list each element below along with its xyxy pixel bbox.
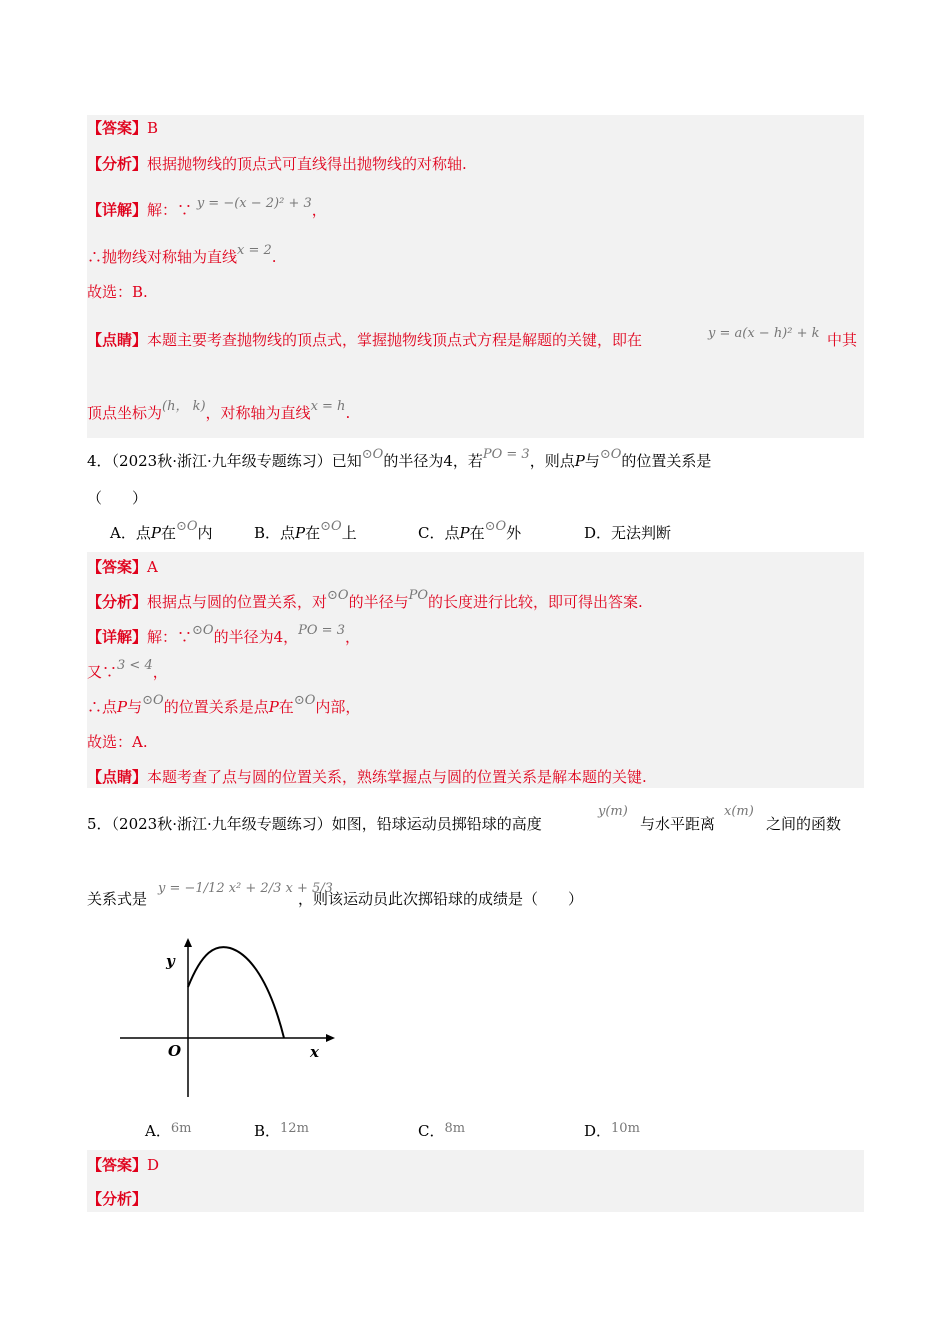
option-prefix: B．点 [254,524,296,542]
point-p: P [117,698,128,716]
x-unit: x(m) [724,804,754,819]
option-end: 内 [197,524,213,542]
q5-line2 [87,888,147,910]
circle-o: ⊙O [327,588,349,603]
option-value: 10m [611,1121,640,1136]
detail-formula: y = −(x − 2)² + 3 [196,196,312,211]
x-axis-arrow [326,1034,335,1042]
point-p: P [150,524,161,542]
q4-comment-line [87,766,647,788]
option-mid: 在 [305,524,321,542]
q5-analysis-line [87,1188,147,1210]
option-label: B． [254,1122,281,1140]
detail-suffix: ， [311,201,327,219]
y-label: y [166,952,175,970]
q4-paren [87,487,147,509]
detail-prefix: 解：∵ [147,201,193,219]
q3-analysis-line [87,153,467,175]
option-label: A． [145,1122,171,1140]
circle-o: ⊙O [361,447,384,462]
also-a: 又∵ [87,663,118,681]
thus-c: 的位置关系是点 [163,698,269,716]
option-value: 12m [280,1121,309,1136]
comment-line2-end: . [345,404,351,422]
comment-tag: 【点睛】 [87,768,148,786]
analysis-text: 根据抛物线的顶点式可直线得出抛物线的对称轴. [147,155,467,173]
thus-b: 与 [127,698,143,716]
q4-option-c[interactable] [418,519,522,546]
q4-answer-line [87,556,158,578]
therefore-text: ∴抛物线对称轴为直线 [87,248,238,266]
parabola-curve [188,947,284,1038]
q3-therefore-line [87,243,277,270]
thus-a: ∴点 [87,698,118,716]
q4-stem [87,447,712,474]
comment-text: 本题主要考查抛物线的顶点式，掌握抛物线顶点式方程是解题的关键，即在 [147,331,643,349]
comment-tail: 中其 [827,331,858,349]
y-axis-arrow [184,938,192,947]
point-p: P [574,452,585,470]
choose-text: 故选：B. [87,283,148,301]
axis-formula: x = h [310,399,346,414]
circle-o: ⊙O [320,519,342,534]
q5-stem-b [640,813,715,835]
analysis-a: 根据点与圆的位置关系，对 [147,593,328,611]
detail-tag: 【详解】 [87,628,148,646]
q3-comment-line2 [87,399,351,426]
q5-option-b[interactable] [254,1120,309,1144]
choose-text: 故选：A. [87,733,148,751]
q5-line2-b [298,888,583,910]
answer-tag: 【答案】 [87,558,148,576]
answer-value: B [147,119,159,137]
point-p: P [295,524,306,542]
analysis-b: 的半径与 [348,593,409,611]
option-end: 上 [341,524,357,542]
po-equals-3: PO = 3 [298,623,345,638]
circle-o: ⊙O [293,693,316,708]
q4-stem-b: 的半径为4，若 [383,452,483,470]
q5-solution-block [87,1150,864,1212]
q4-stem-d: 与 [584,452,600,470]
q5-stem-c [766,813,841,835]
detail-a: 解：∵ [147,628,193,646]
option-value: 8m [444,1121,466,1136]
q4-stem-e: 的位置关系是 [621,452,712,470]
comment-line2-b: ，对称轴为直线 [205,404,311,422]
function-formula: y = −1/12 x² + 2/3 x + 5/3 [158,881,333,896]
q5-option-a[interactable] [145,1120,191,1144]
answer-value: D [147,1156,160,1174]
q4-option-d[interactable] [584,522,671,544]
q5-y-unit [598,799,628,823]
q3-answer-line [87,117,158,139]
option-mid: 在 [469,524,485,542]
comment-tag: 【点睛】 [87,331,148,349]
circle-o: ⊙O [192,623,214,638]
answer-tag: 【答案】 [87,1156,148,1174]
q4-detail-line [87,623,360,650]
q4-stem-c: ，则点 [529,452,575,470]
detail-c: ， [344,628,360,646]
option-prefix: D．无法判断 [584,524,672,542]
answer-paren: （ ） [87,489,148,507]
y-unit: y(m) [598,804,628,819]
detail-tag: 【详解】 [87,201,148,219]
therefore-end: . [271,248,277,266]
vertex-coords: (h， k) [162,399,206,414]
option-mid: 在 [160,524,176,542]
q3-detail-line [87,196,327,223]
comment-line2-a: 顶点坐标为 [87,404,163,422]
q5-answer-line [87,1154,159,1176]
circle-o: ⊙O [142,693,164,708]
x-label: x [310,1043,319,1061]
thus-d: 在 [278,698,294,716]
q4-thus-line [87,693,361,720]
q5-stem-c-text: 之间的函数 [766,815,842,833]
q3-comment-line [87,329,642,351]
analysis-tag: 【分析】 [87,593,148,611]
q5-stem-b-text: 与水平距离 [640,815,716,833]
answer-value: A [147,558,158,576]
q4-stem-a: 4．（2023秋·浙江·九年级专题练习）已知 [87,452,362,470]
therefore-formula: x = 2 [237,243,272,258]
q5-option-c[interactable] [418,1120,465,1144]
comment-text: 本题考查了点与圆的位置关系，熟练掌握点与圆的位置关系是解本题的关键. [147,768,647,786]
q4-solution-block [87,552,864,788]
vertex-formula: y = a(x − h)² + k [708,326,820,341]
q5-stem [87,813,542,835]
q5-stem-a: 5．（2023秋·浙江·九年级专题练习）如图，铅球运动员掷铅球的高度 [87,815,542,833]
option-label: D． [584,1122,612,1140]
q4-option-a[interactable] [110,519,213,546]
point-p: P [459,524,470,542]
q4-choose-line [87,731,148,753]
shot-put-graph [110,932,350,1102]
option-prefix: C．点 [418,524,460,542]
q5-line2-a: 关系式是 [87,890,148,908]
circle-o: ⊙O [599,447,622,462]
also-b: ， [152,663,168,681]
q4-analysis-line [87,588,643,615]
q5-option-d[interactable] [584,1120,640,1144]
circle-o: ⊙O [484,519,507,534]
q3-choose-line [87,281,148,303]
option-end: 外 [506,524,522,542]
analysis-tag: 【分析】 [87,155,148,173]
q3-comment-tail [827,329,857,351]
option-label: C． [418,1122,445,1140]
circle-o: ⊙O [175,519,198,534]
q5-x-unit [724,799,754,823]
option-value: 6m [170,1121,192,1136]
detail-b: 的半径为4， [213,628,299,646]
analysis-c: 的长度进行比较，即可得出答案. [428,593,643,611]
analysis-tag: 【分析】 [87,1190,148,1208]
po-segment: PO [408,588,429,603]
q5-line2-b-text: ，则该运动员此次掷铅球的成绩是（ ） [298,890,584,908]
answer-tag: 【答案】 [87,119,148,137]
q3-comment-formula [708,321,820,345]
option-prefix: A．点 [110,524,151,542]
thus-e: 内部， [315,698,361,716]
po-equals-3: PO = 3 [482,447,530,462]
q4-option-b[interactable] [254,519,357,546]
origin-label: O [168,1042,182,1060]
inequality: 3 < 4 [117,658,153,673]
q4-also-line [87,658,168,685]
point-p: P [268,698,279,716]
